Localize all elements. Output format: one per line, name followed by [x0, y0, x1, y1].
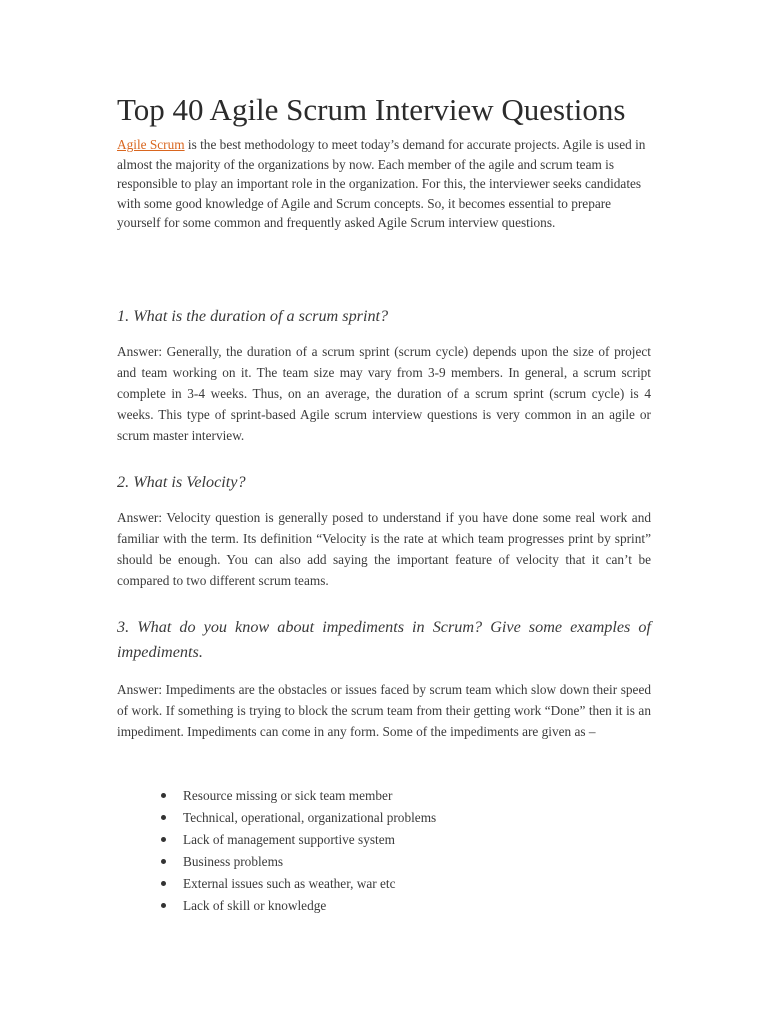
bullet-icon [161, 903, 166, 908]
bullet-icon [161, 793, 166, 798]
bullet-icon [161, 815, 166, 820]
list-item-text: External issues such as weather, war etc [183, 876, 396, 891]
question-3-heading: 3. What do you know about impediments in Scrum? Give some examples of impediments. [117, 618, 651, 661]
intro-paragraph [117, 135, 651, 233]
list-item [161, 807, 436, 829]
list-item-text: Lack of management supportive system [183, 832, 395, 847]
bullet-icon [161, 881, 166, 886]
impediments-list [161, 785, 436, 917]
question-1-heading: 1. What is the duration of a scrum sprint? [117, 307, 389, 325]
bullet-icon [161, 837, 166, 842]
list-item [161, 895, 436, 917]
question-3-answer: Answer: Impediments are the obstacles or issues faced by scrum team which slow down their speed of work. If something is trying to block the scrum team from their getting work “Done” then it is an impediment. Impediments can come in any form. Some of the impediments are given as – [117, 682, 651, 739]
question-2-heading: 2. What is Velocity? [117, 473, 246, 491]
question-2-answer: Answer: Velocity question is generally posed to understand if you have done some real work and familiar with the term. Its definition “Velocity is the rate at which team progresses print by sprint” should be enough. You can also add saying the important feature of velocity that it can’t be compared to two different scrum teams. [117, 510, 651, 588]
page-title: Top 40 Agile Scrum Interview Questions [117, 92, 626, 127]
list-item-text: Technical, operational, organizational problems [183, 810, 437, 825]
list-item [161, 873, 436, 895]
list-item-text: Lack of skill or knowledge [183, 898, 327, 913]
bullet-icon [161, 859, 166, 864]
list-item-text: Resource missing or sick team member [183, 788, 393, 803]
question-1-answer: Answer: Generally, the duration of a scrum sprint (scrum cycle) depends upon the size of project and team working on it. The team size may vary from 3-9 members. In general, a scrum script complete in 3-4 weeks. Thus, on an average, the duration of a scrum sprint (scrum cycle) is 4 weeks. This type of sprint-based Agile scrum interview questions is very common in an agile or scrum master interview. [117, 344, 651, 443]
list-item [161, 829, 436, 851]
list-item [161, 851, 436, 873]
agile-scrum-link[interactable]: Agile Scrum [117, 137, 185, 152]
intro-text: is the best methodology to meet today’s demand for accurate projects. Agile is used in almost the majority of the organizations by now. Each member of the agile and scrum team is responsible to play an important role in the organization. For this, the interviewer seeks candidates with some good knowledge of Agile and Scrum concepts. So, it becomes essential to prepare yourself for some common and frequently asked Agile Scrum interview questions. [117, 137, 646, 231]
list-item [161, 785, 436, 807]
list-item-text: Business problems [183, 854, 284, 869]
